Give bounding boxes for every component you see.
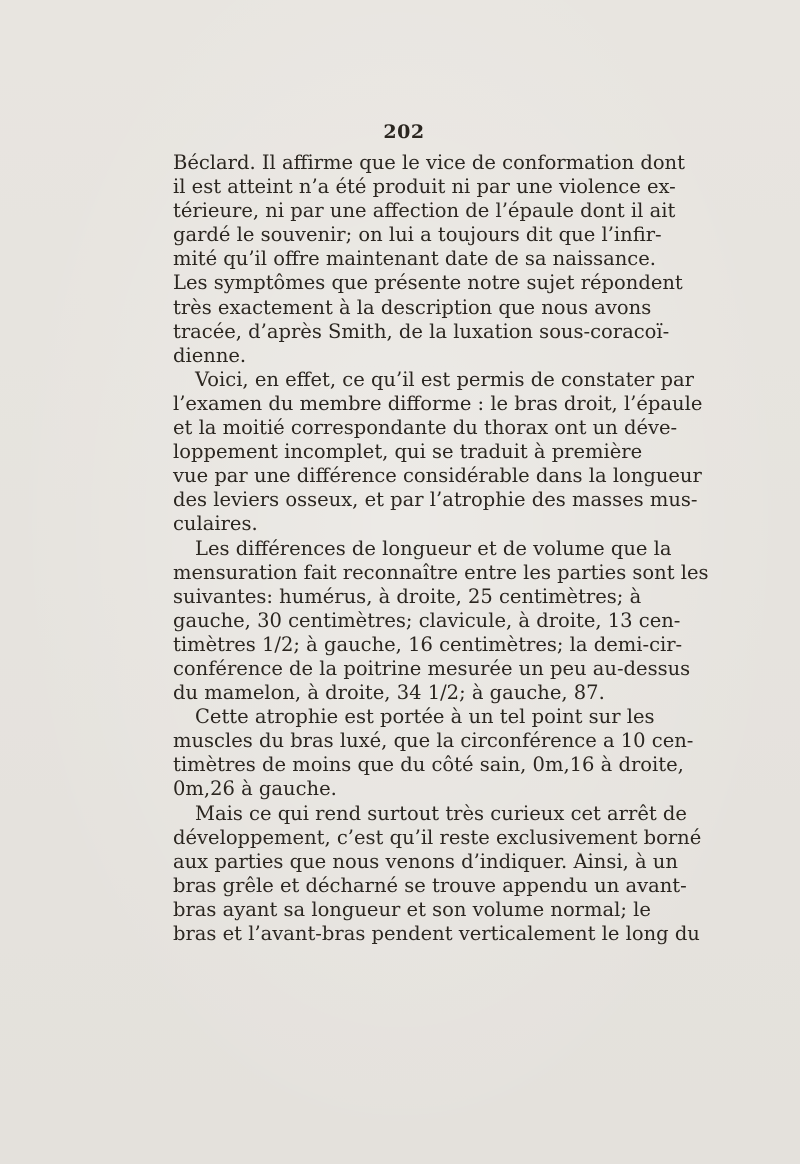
text-line: mité qu’il offre maintenant date de sa naissance. [173, 247, 656, 271]
text-line: Cette atrophie est portée à un tel point sur les [195, 705, 655, 729]
body-text [173, 151, 709, 946]
text-line: aux parties que nous venons d’indiquer. Ainsi, à un [173, 849, 678, 873]
text-line: loppement incomplet, qui se traduit à première [173, 440, 643, 464]
text-line: du mamelon, à droite, 34 1/2; à gauche, 87. [173, 681, 605, 705]
text-line: Les symptômes que présente notre sujet répondent [173, 271, 683, 295]
text-line: culaires. [173, 512, 258, 536]
text-line: bras ayant sa longueur et son volume normal; le [173, 897, 651, 921]
text-line: bras et l’avant-bras pendent verticalement le long du [173, 922, 700, 945]
text-line: mensuration fait reconnaître entre les parties sont les [173, 560, 709, 584]
text-line: gauche, 30 centimètres; clavicule, à droite, 13 cen- [173, 608, 681, 632]
text-line: bras grêle et décharné se trouve appendu un avant- [173, 873, 687, 897]
text-line: des leviers osseux, et par l’atrophie des masses mus- [173, 488, 698, 512]
text-line: gardé le souvenir; on lui a toujours dit que l’infir- [173, 223, 662, 247]
text-line: et la moitié correspondante du thorax ont un déve- [173, 416, 678, 440]
text-line: timètres 1/2; à gauche, 16 centimètres; la demi-cir- [173, 632, 683, 656]
text-line: Les différences de longueur et de volume que la [195, 536, 672, 560]
text-line: térieure, ni par une affection de l’épaule dont il ait [173, 199, 676, 223]
text-line: dienne. [173, 343, 247, 367]
text-line: vue par une différence considérable dans la longueur [173, 464, 702, 488]
page-number: 202 [383, 121, 425, 143]
text-line: muscles du bras luxé, que la circonférence a 10 cen- [173, 729, 694, 753]
text-line: il est atteint n’a été produit ni par une violence ex- [173, 175, 676, 199]
text-line: suivantes: humérus, à droite, 25 centimètres; à [173, 584, 642, 608]
text-line: Béclard. Il affirme que le vice de conformation dont [173, 151, 685, 174]
text-line: conférence de la poitrine mesurée un peu au-dessus [173, 656, 691, 680]
text-line: développement, c’est qu’il reste exclusivement borné [173, 825, 702, 849]
text-line: l’examen du membre difforme : le bras droit, l’épaule [173, 391, 703, 415]
text-line: Mais ce qui rend surtout très curieux cet arrêt de [195, 801, 687, 825]
text-line: très exactement à la description que nous avons [173, 295, 652, 319]
text-line: 0m,26 à gauche. [173, 777, 337, 801]
text-line: timètres de moins que du côté sain, 0m,16 à droite, [173, 753, 684, 777]
text-line: Voici, en effet, ce qu’il est permis de constater par [195, 367, 694, 391]
text-line: tracée, d’après Smith, de la luxation sous-coracoï- [173, 319, 670, 343]
